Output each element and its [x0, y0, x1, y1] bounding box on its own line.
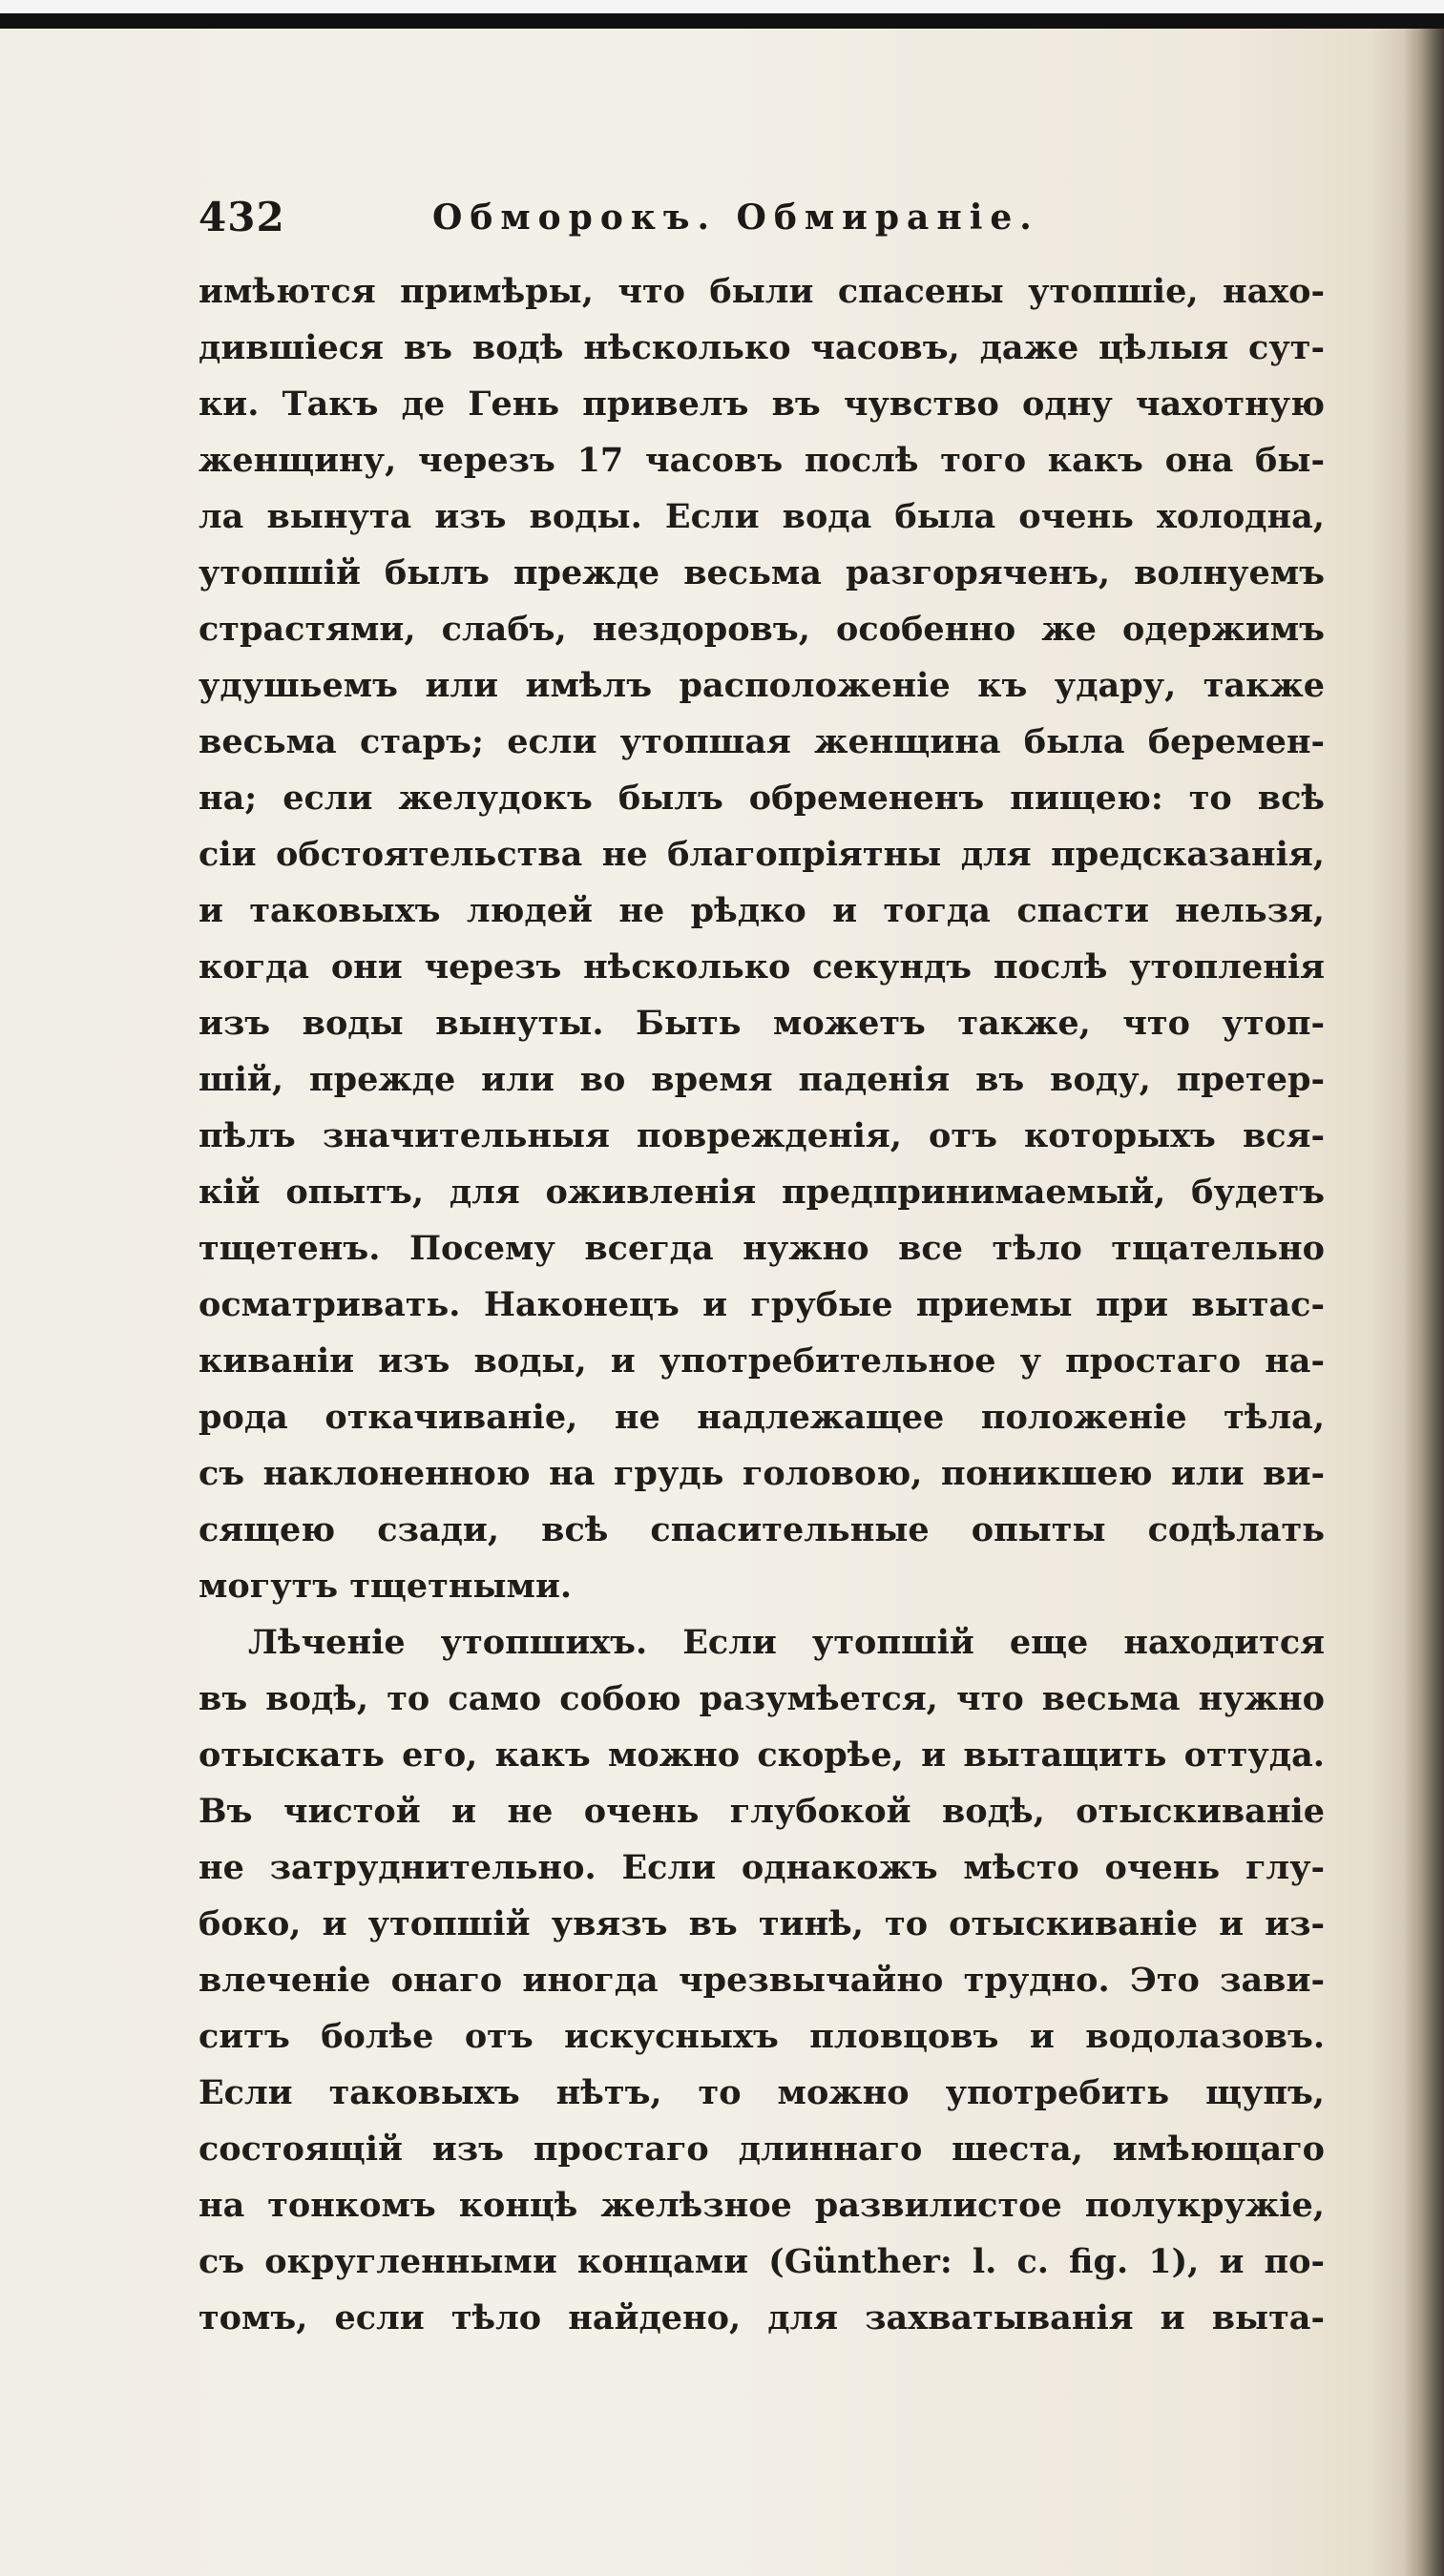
- text-line: не затруднительно. Если однакожъ мѣсто очень глу-: [199, 1848, 1325, 1887]
- text-line: на тонкомъ концѣ желѣзное развилистое полукружiе,: [199, 2186, 1325, 2225]
- text-line: когда они черезъ нѣсколько секундъ послѣ утопленiя: [199, 947, 1325, 987]
- page-number: 432: [199, 194, 285, 240]
- text-line: кiй опытъ, для оживленiя предпринимаемый, будетъ: [199, 1173, 1325, 1212]
- text-line: сiи обстоятельства не благопрiятны для предсказанiя,: [199, 835, 1325, 874]
- text-line: съ округленными концами (Günther: l. c. fig. 1), и по-: [199, 2242, 1325, 2281]
- paragraph-start-line: Лѣченiе утопшихъ. Если утопшiй еще находится: [248, 1623, 1325, 1662]
- text-line: изъ воды вынуты. Быть можетъ также, что утоп-: [199, 1004, 1325, 1043]
- text-line: киванiи изъ воды, и употребительное у простаго на-: [199, 1341, 1325, 1381]
- text-line: пѣлъ значительныя поврежденiя, отъ которыхъ вся-: [199, 1116, 1325, 1155]
- text-line: состоящiй изъ простаго длиннаго шеста, имѣющаго: [199, 2129, 1325, 2169]
- text-line: тщетенъ. Посему всегда нужно все тѣло тщательно: [199, 1229, 1325, 1268]
- text-line: отыскать его, какъ можно скорѣе, и вытащить оттуда.: [199, 1735, 1325, 1775]
- text-line: ситъ болѣе отъ искусныхъ пловцовъ и водолазовъ.: [199, 2017, 1325, 2056]
- page-header: [199, 189, 1325, 246]
- text-line: осматривать. Наконецъ и грубые приемы при вытас-: [199, 1285, 1325, 1324]
- text-line: могутъ тщетными.: [199, 1567, 573, 1606]
- text-line: страстями, слабъ, нездоровъ, особенно же одержимъ: [199, 610, 1325, 649]
- text-line: на; если желудокъ былъ обремененъ пищею: то всѣ: [199, 779, 1325, 818]
- text-line: Если таковыхъ нѣтъ, то можно употребить щупъ,: [199, 2073, 1325, 2112]
- page-body-text: [199, 263, 1325, 2346]
- text-line: влеченiе онаго иногда чрезвычайно трудно. Это зави-: [199, 1961, 1325, 2000]
- text-line: боко, и утопшiй увязъ въ тинѣ, то отыскиванiе и из-: [199, 1904, 1325, 1943]
- text-line: имѣются примѣры, что были спасены утопшiе, нахо-: [199, 272, 1325, 311]
- running-title: Обморокъ. Обмиранiе.: [432, 197, 1039, 238]
- text-line: въ водѣ, то само собою разумѣется, что весьма нужно: [199, 1679, 1325, 1718]
- text-line: ки. Такъ де Гень привелъ въ чувство одну чахотную: [199, 384, 1325, 424]
- text-line: удушьемъ или имѣлъ расположенiе къ удару, также: [199, 666, 1325, 705]
- binding-shadow: [1404, 29, 1444, 2576]
- text-line: женщину, черезъ 17 часовъ послѣ того какъ она бы-: [199, 441, 1325, 480]
- text-line: томъ, если тѣло найдено, для захватыванiя и выта-: [199, 2298, 1325, 2337]
- text-line: съ наклоненною на грудь головою, поникшею или ви-: [199, 1454, 1325, 1493]
- text-line: весьма старъ; если утопшая женщина была беремен-: [199, 722, 1325, 761]
- text-line: рода откачиванiе, не надлежащее положенiе тѣла,: [199, 1398, 1325, 1437]
- text-line: дившiеся въ водѣ нѣсколько часовъ, даже цѣлыя сут-: [199, 328, 1325, 367]
- text-line: и таковыхъ людей не рѣдко и тогда спасти нельзя,: [199, 891, 1325, 930]
- text-line: ла вынута изъ воды. Если вода была очень холодна,: [199, 497, 1325, 536]
- text-line: утопшiй былъ прежде весьма разгоряченъ, волнуемъ: [199, 553, 1325, 592]
- text-line: Въ чистой и не очень глубокой водѣ, отыскиванiе: [199, 1792, 1325, 1831]
- text-line: шiй, прежде или во время паденiя въ воду, претер-: [199, 1060, 1325, 1099]
- text-line: сящею сзади, всѣ спасительные опыты содѣлать: [199, 1510, 1325, 1549]
